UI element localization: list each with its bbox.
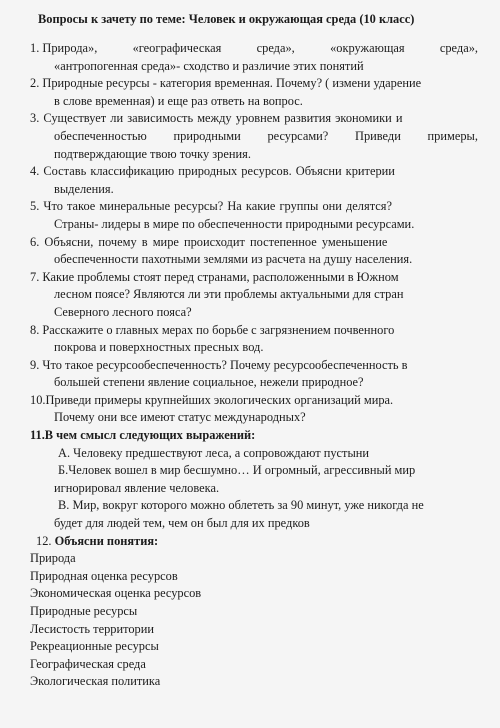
question-5 [30,198,478,233]
question-1-line-2: «антропогенная среда»- сходство и различие этих понятий [54,58,364,73]
question-11-expression-a: А. Человеку предшествуют леса, а сопровождают пустыни [58,445,370,460]
question-10-line-1: 10.Приведи примеры крупнейших экологических организаций мира. [30,392,394,407]
question-11-heading: 11.В чем смысл следующих выражений: [30,428,256,443]
question-11-expression-c-line-1: В. Мир, вокруг которого можно облететь за 90 минут, уже никогда не [58,498,424,513]
term-item: Экологическая политика [30,674,161,689]
question-5-line-1: 5. Что такое минеральные ресурсы? На какие группы они делятся? [30,199,392,214]
question-7-line-1: 7. Какие проблемы стоят перед странами, расположенными в Южном [30,269,399,284]
word: природными [173,128,241,143]
word: ресурсами? [267,128,329,143]
question-6-line-2: обеспеченности пахотными землями из расчета на душу населения. [54,252,413,267]
question-1 [30,40,478,75]
question-12-heading [30,533,478,551]
question-9-line-2: большей степени явление социальное, нежели природное? [54,375,364,390]
question-8 [30,322,478,357]
word: примеры, [427,128,478,143]
question-12-number: 12. [36,533,52,548]
question-11-expression-c-line-2: будет для людей тем, чем он был для их предков [54,516,310,531]
question-10 [30,392,478,427]
question-11 [30,427,478,533]
question-2-line-2: в слове временная) и еще раз ответь на вопрос. [54,93,303,108]
word: «окружающая [330,41,405,55]
question-4 [30,163,478,198]
term-item: Географическая среда [30,656,146,671]
question-10-line-2: Почему они все имеют статус международных? [54,410,306,425]
word: 1. Природа», [30,41,98,55]
question-4-line-1: 4. Составь классификацию природных ресурсов. Объясни критерии [30,164,395,179]
question-3-line-3: подтверждающие твою точку зрения. [54,146,251,161]
question-7-line-2: лесном поясе? Являются ли эти проблемы актуальными для стран [54,287,404,302]
term-item: Лесистость территории [30,621,155,636]
question-2 [30,75,478,110]
question-1-line-1 [30,40,478,58]
term-item: Природные ресурсы [30,604,138,618]
question-3 [30,110,478,163]
question-11-expression-b-line-2: игнорировал явление человека. [54,480,220,495]
question-3-line-1: 3. Существует ли зависимость между уровнем развития экономики и [30,111,403,126]
question-6 [30,234,478,269]
question-4-line-2: выделения. [54,181,114,196]
question-11-expression-b-line-1: Б.Человек вошел в мир бесшумно… И огромный, агрессивный мир [58,463,416,478]
question-6-line-1: 6. Объясни, почему в мире происходит постепенное уменьшение [30,234,388,249]
question-9-line-1: 9. Что такое ресурсообеспеченность? Почему ресурсообеспеченность в [30,357,408,372]
term-item: Природа [30,551,76,566]
term-item: Природная оценка ресурсов [30,568,178,583]
word: среда», [439,41,478,55]
question-3-line-2 [30,128,478,146]
question-8-line-1: 8. Расскажите о главных мерах по борьбе с загрязнением почвенного [30,322,395,337]
question-12 [30,533,478,691]
question-7-line-3: Северного лесного пояса? [54,304,192,319]
question-2-line-1: 2. Природные ресурсы - категория временная. Почему? ( измени ударение [30,76,422,91]
question-12-heading-text: Объясни понятия: [54,533,159,548]
question-8-line-2: покрова и поверхностных пресных вод. [54,340,264,355]
term-item: Экономическая оценка ресурсов [30,586,202,601]
question-9 [30,357,478,392]
question-5-line-2: Страны- лидеры в мире по обеспеченности природными ресурсами. [54,216,415,231]
word: обеспеченностью [54,128,147,143]
question-7 [30,269,478,322]
word: среда», [256,41,295,55]
word: Приведи [355,128,401,143]
word: «географическая [132,41,222,55]
term-item: Рекреационные ресурсы [30,639,159,654]
document-title: Вопросы к зачету по теме: Человек и окружающая среда (10 класс) [38,12,415,26]
